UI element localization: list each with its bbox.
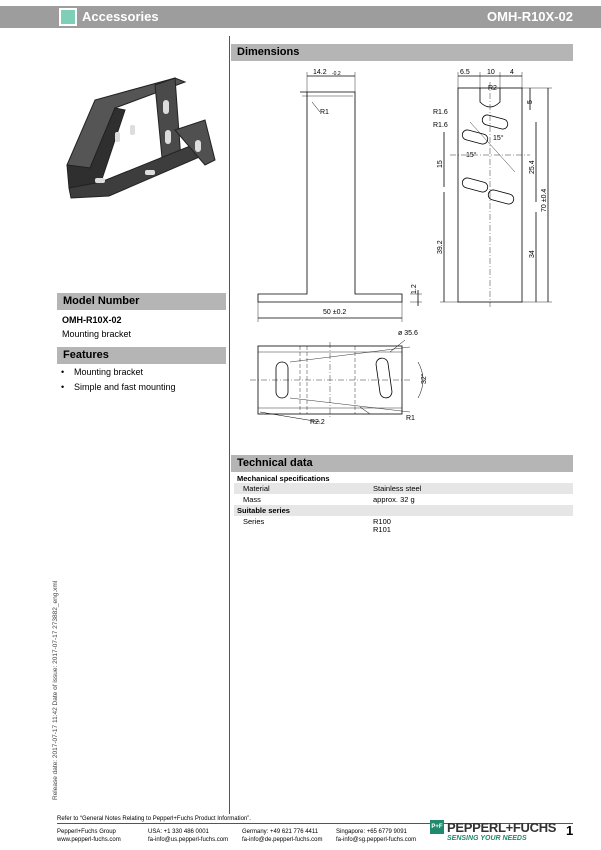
dim-70: 70 ±0.4 bbox=[541, 188, 548, 212]
spec-row: Mass approx. 32 g bbox=[243, 495, 415, 504]
dim-r1-top: R1 bbox=[320, 109, 329, 116]
dim-r2-2: R2.2 bbox=[310, 419, 325, 426]
dim-25-4: 25.4 bbox=[529, 160, 536, 174]
dim-34: 34 bbox=[529, 250, 536, 258]
dim-r1-bottom: R1 bbox=[406, 415, 415, 422]
footer-germany: Germany: +49 621 776 4411 fa-info@de.pepperl-fuchs.com bbox=[242, 829, 323, 843]
spec-row: Series R100 bbox=[243, 517, 391, 526]
spec-row: Material Stainless steel bbox=[234, 483, 573, 494]
dim-15-angle-b: 15° bbox=[493, 135, 504, 142]
footer-usa: USA: +1 330 486 0001 fa-info@us.pepperl-fuchs.com bbox=[148, 829, 229, 843]
dim-angle-32: 32° bbox=[421, 373, 428, 384]
model-number-heading: Model Number bbox=[57, 293, 226, 310]
dimensions-heading: Dimensions bbox=[231, 44, 573, 61]
page-number: 1 bbox=[566, 823, 574, 838]
dim-r1-6-a: R1.6 bbox=[433, 109, 448, 116]
company-logo: PEPPERL+FUCHS bbox=[447, 820, 557, 835]
footer-singapore: Singapore: +65 6779 9091 fa-info@sg.pepperl-fuchs.com bbox=[336, 829, 417, 843]
dimension-drawing bbox=[230, 62, 575, 442]
dim-diameter-35-6: ø 35.6 bbox=[398, 330, 418, 337]
footer-note: Refer to “General Notes Relating to Pepperl+Fuchs Product Information”. bbox=[57, 816, 251, 822]
features-heading: Features bbox=[57, 347, 226, 364]
dim-15-vertical: 15 bbox=[437, 160, 444, 168]
release-note: Release date: 2017-07-17 11:42 Date of issue: 2017-07-17 273882_eng.xml bbox=[52, 580, 59, 800]
product-photo bbox=[55, 70, 225, 210]
dim-r2: R2 bbox=[488, 85, 497, 92]
logo-icon: P+F bbox=[430, 820, 444, 834]
mechanical-specs-heading: Mechanical specifications bbox=[237, 474, 330, 483]
dim-10: 10 bbox=[487, 69, 495, 76]
category-icon bbox=[59, 8, 77, 26]
dim-6-5: 6.5 bbox=[460, 69, 470, 76]
suitable-series-heading-row: Suitable series bbox=[234, 505, 573, 516]
category-title: Accessories bbox=[82, 9, 159, 24]
dim-1-2: 1.2 bbox=[411, 284, 418, 294]
technical-data-heading: Technical data bbox=[231, 455, 573, 472]
dim-15-angle-a: 15° bbox=[466, 152, 477, 159]
dim-4: 4 bbox=[510, 69, 514, 76]
dim-39-2: 39.2 bbox=[437, 240, 444, 254]
footer-group: Pepperl+Fuchs Group www.pepperl-fuchs.com bbox=[57, 829, 121, 843]
model-description: Mounting bracket bbox=[62, 329, 132, 339]
dim-r1-6-b: R1.6 bbox=[433, 122, 448, 129]
model-number: OMH-R10X-02 bbox=[62, 315, 122, 325]
dim-top-width-tolerance: -0.2 bbox=[332, 71, 341, 77]
spec-row: R101 bbox=[373, 525, 391, 534]
dim-50: 50 ±0.2 bbox=[323, 309, 347, 316]
product-code: OMH-R10X-02 bbox=[487, 9, 573, 24]
company-tagline: SENSING YOUR NEEDS bbox=[447, 835, 527, 842]
dim-5: 5 bbox=[527, 100, 534, 104]
dim-top-width: 14.2 bbox=[313, 69, 327, 76]
